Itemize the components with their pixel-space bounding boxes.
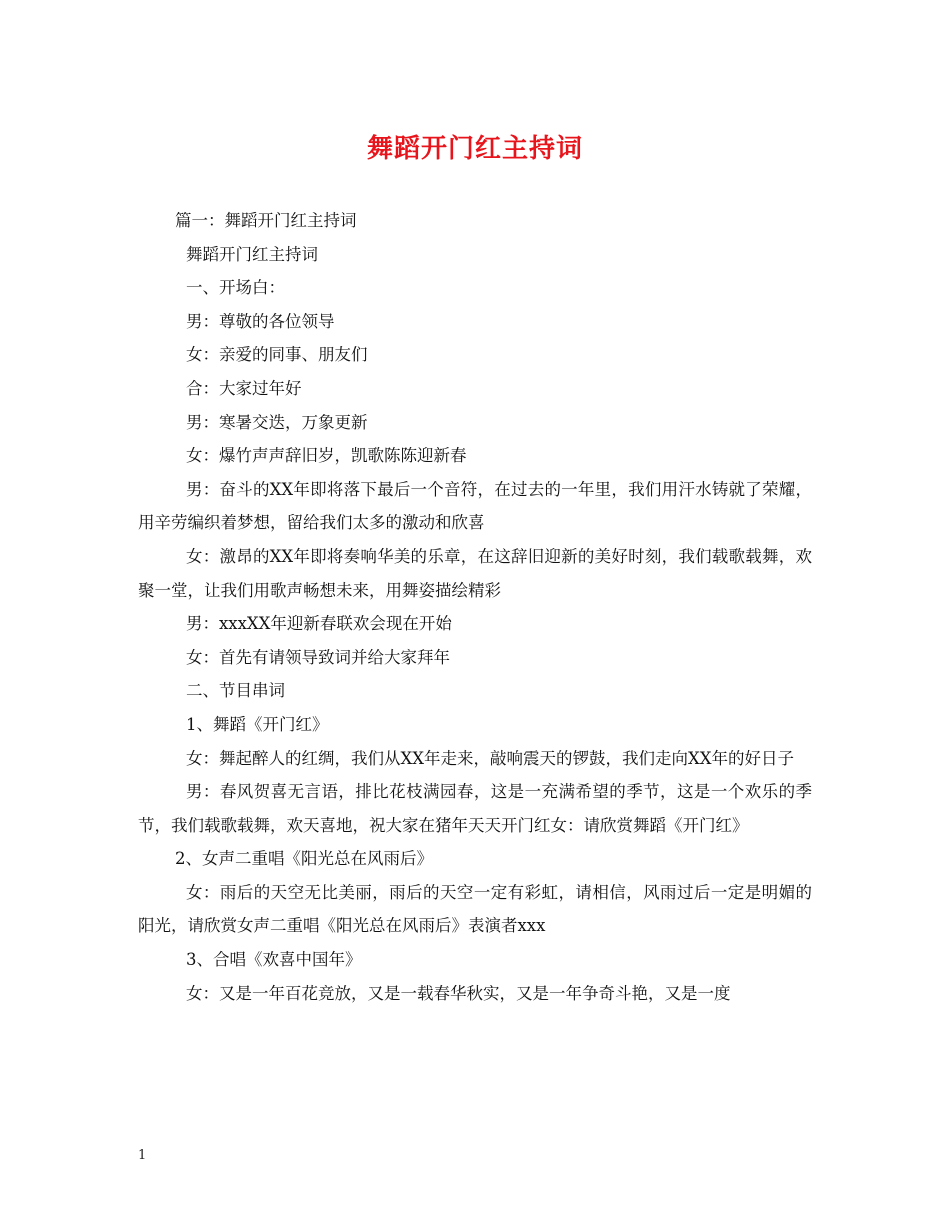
paragraph: 女：爆竹声声辞旧岁，凯歌陈陈迎新春: [186, 446, 467, 466]
paragraph: 1、舞蹈《开门红》: [186, 714, 329, 734]
document-title: 舞蹈开门红主持词: [366, 134, 583, 164]
paragraph: 男：尊敬的各位领导: [186, 311, 335, 331]
paragraph: 女：亲爱的同事、朋友们: [186, 345, 368, 365]
paragraph: 女：首先有请领导致词并给大家拜年: [186, 647, 450, 667]
paragraph: 女：舞起醉人的红绸，我们从XX年走来，敲响震天的锣鼓，我们走向XX年的好日子: [186, 748, 794, 768]
paragraph: 女：又是一年百花竞放，又是一载春华秋实，又是一年争奇斗艳，又是一度: [186, 983, 731, 1003]
paragraph: 男：xxxXX年迎新春联欢会现在开始: [186, 614, 452, 634]
document-body: [138, 204, 812, 1010]
paragraph: 2、女声二重唱《阳光总在风雨后》: [175, 849, 433, 869]
paragraph: 男：奋斗的XX年即将落下最后一个音符，在过去的一年里，我们用汗水铸就了荣耀，用辛劳编织着梦想，留给我们太多的激动和欣喜: [138, 479, 812, 533]
paragraph: 女：雨后的天空无比美丽，雨后的天空一定有彩虹，请相信，风雨过后一定是明媚的阳光，请欣赏女声二重唱《阳光总在风雨后》表演者xxx: [138, 882, 812, 936]
paragraph: 一、开场白：: [186, 278, 285, 298]
paragraph: 男：春风贺喜无言语，排比花枝满园春，这是一充满希望的季节，这是一个欢乐的季节，我们载歌载舞，欢天喜地，祝大家在猪年天天开门红女：请欣赏舞蹈《开门红》: [138, 782, 812, 835]
paragraph: 舞蹈开门红主持词: [186, 244, 318, 264]
paragraph: 篇一：舞蹈开门红主持词: [175, 211, 357, 230]
paragraph: 男：寒暑交迭，万象更新: [186, 412, 368, 432]
paragraph: 合：大家过年好: [186, 378, 302, 398]
paragraph: 二、节目串词: [186, 681, 285, 701]
paragraph: 女：激昂的XX年即将奏响华美的乐章，在这辞旧迎新的美好时刻，我们载歌载舞，欢聚一堂，让我们用歌声畅想未来，用舞姿描绘精彩: [138, 546, 812, 600]
paragraph: 3、合唱《欢喜中国年》: [186, 950, 362, 970]
page-number: 1: [138, 1148, 147, 1163]
